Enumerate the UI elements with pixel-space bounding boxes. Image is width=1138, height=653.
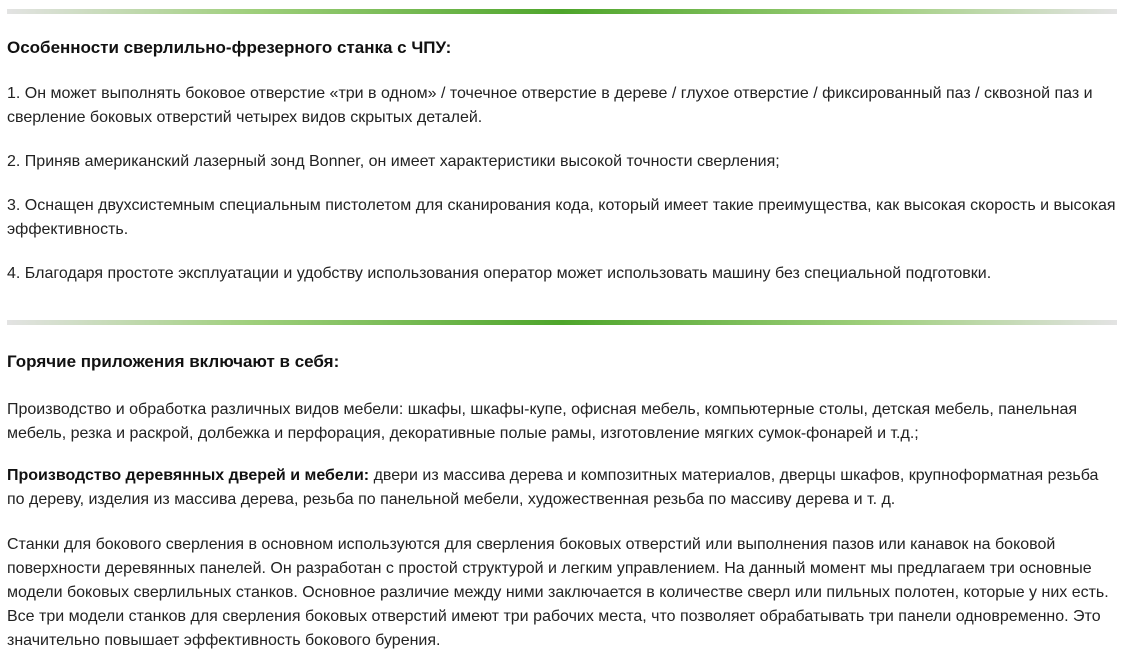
feature-item-3: 3. Оснащен двухсистемным специальным пистолетом для сканирования кода, который имеет такие преимущества, как высокая скорость и высокая эффективность. <box>7 197 1116 238</box>
feature-item-2: 2. Приняв американский лазерный зонд Bonner, он имеет характеристики высокой точности сверления; <box>7 153 780 170</box>
top-divider <box>7 9 1117 14</box>
middle-divider <box>7 320 1117 325</box>
side-drilling-paragraph: Станки для бокового сверления в основном используются для сверления боковых отверстий или выполнения пазов или канавок на боковой поверхности деревянных панелей. Он разработан с простой структурой и легким управлением. На данный момент мы предлагаем три основные модели боковых сверлильных станков. Основное различие между ними заключается в количестве сверл или пильных полотен, которые у них есть. Все три модели станков для сверления боковых отверстий имеют три рабочих места, что позволяет обрабатывать три панели одновременно. Это значительно повышает эффективность бокового бурения. <box>7 536 1109 649</box>
doors-text: двери из массива дерева и композитных материалов, дверцы шкафов, крупноформатная резьба по дереву, изделия из массива дерева, резьба по панельной мебели, художественная резьба по массиву дерева и т. д. <box>7 467 1099 508</box>
furniture-paragraph: Производство и обработка различных видов мебели: шкафы, шкафы-купе, офисная мебель, компьютерные столы, детская мебель, панельная мебель, резка и раскрой, долбежка и перфорация, декоративные полые рамы, изготовление мягких сумок-фонарей и т.д.; <box>7 401 1078 442</box>
doors-label: Производство деревянных дверей и мебели: <box>7 467 370 484</box>
doors-paragraph <box>7 464 1119 512</box>
feature-item-4: 4. Благодаря простоте эксплуатации и удобству использования оператор может использовать машину без специальной подготовки. <box>7 265 992 282</box>
features-heading: Особенности сверлильно-фрезерного станка с ЧПУ: <box>7 38 452 57</box>
applications-heading: Горячие приложения включают в себя: <box>7 352 340 371</box>
feature-item-1: 1. Он может выполнять боковое отверстие «три в одном» / точечное отверстие в дереве / глухое отверстие / фиксированный паз / сквозной паз и сверление боковых отверстий четырех видов скрытых деталей. <box>7 85 1093 126</box>
